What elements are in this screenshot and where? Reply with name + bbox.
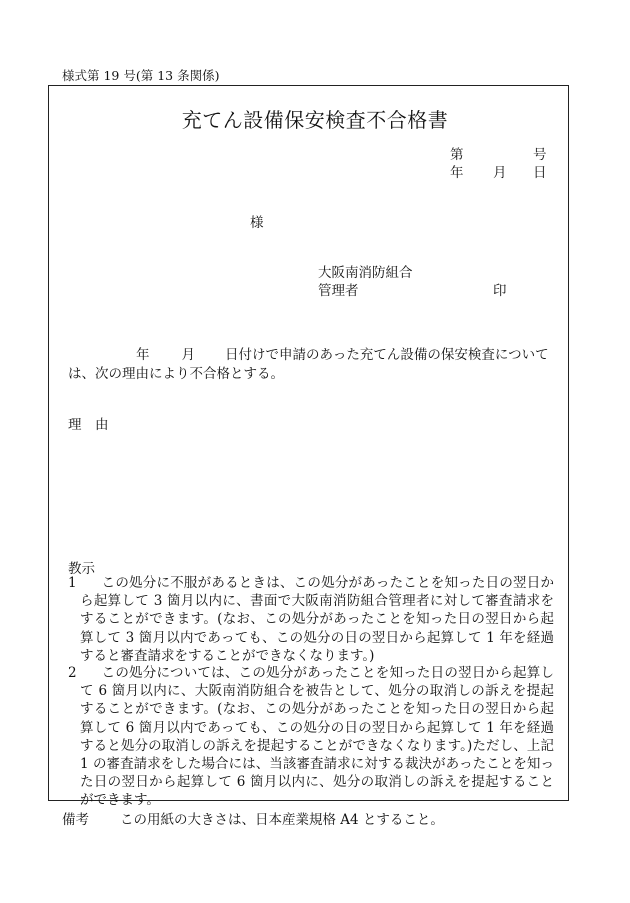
seal-mark: 印: [493, 283, 507, 299]
form-number: 様式第 19 号(第 13 条関係): [62, 68, 220, 83]
issuer-org: 大阪南消防組合: [318, 265, 413, 281]
reason-label: 理 由: [68, 417, 109, 433]
instruction-item: [68, 664, 554, 810]
document-title: 充てん設備保安検査不合格書: [181, 108, 449, 132]
recipient-suffix: 様: [250, 215, 264, 231]
body-month: 月: [181, 347, 195, 363]
body-text: 日付けで申請のあった充てん設備の保安検査については、次の理由により不合格とする。: [68, 347, 549, 382]
instruction-text: この処分については、この処分があったことを知った日の翌日から起算して 6 箇月以内に、大阪南消防組合を被告として、処分の取消しの訴えを提起することができます。(なお、この処分があったことを知った日の翌日から起算して 6 箇月以内であっても、この処分の日の翌日から起算して 1 年を経過すると処分の取消しの訴えを提起することができなくなります。)ただし、上記 1 の審査請求をした場合には、当該審査請求に対する裁決があったことを知った日の翌日から起算して 6 箇月以内に、処分の取消しの訴えを提起することができます。: [80, 665, 554, 809]
instruction-item: [68, 574, 554, 665]
body-paragraph: [68, 346, 552, 383]
body-year: 年: [136, 347, 150, 363]
remarks-label: 備考: [62, 812, 89, 828]
doc-number-suffix: 号: [533, 147, 547, 163]
doc-number-prefix: 第: [450, 147, 464, 163]
date-month: 月: [493, 165, 507, 181]
instruction-text: この処分に不服があるときは、この処分があったことを知った日の翌日から起算して 3 箇月以内に、書面で大阪南消防組合管理者に対して審査請求をすることができます。(なお、この処分があったことを知った日の翌日から起算して 3 箇月以内であっても、この処分の日の翌日から起算して 1 年を経過すると審査請求をすることができなくなります。): [80, 575, 554, 664]
instruction-number: 2: [68, 665, 77, 681]
remarks-text: この用紙の大きさは、日本産業規格 A4 とすること。: [120, 812, 444, 828]
date-year: 年: [450, 165, 464, 181]
instruction-number: 1: [68, 575, 77, 591]
instructions-title: 教示: [68, 561, 95, 577]
date-day: 日: [533, 165, 547, 181]
issuer-role: 管理者: [318, 283, 359, 299]
